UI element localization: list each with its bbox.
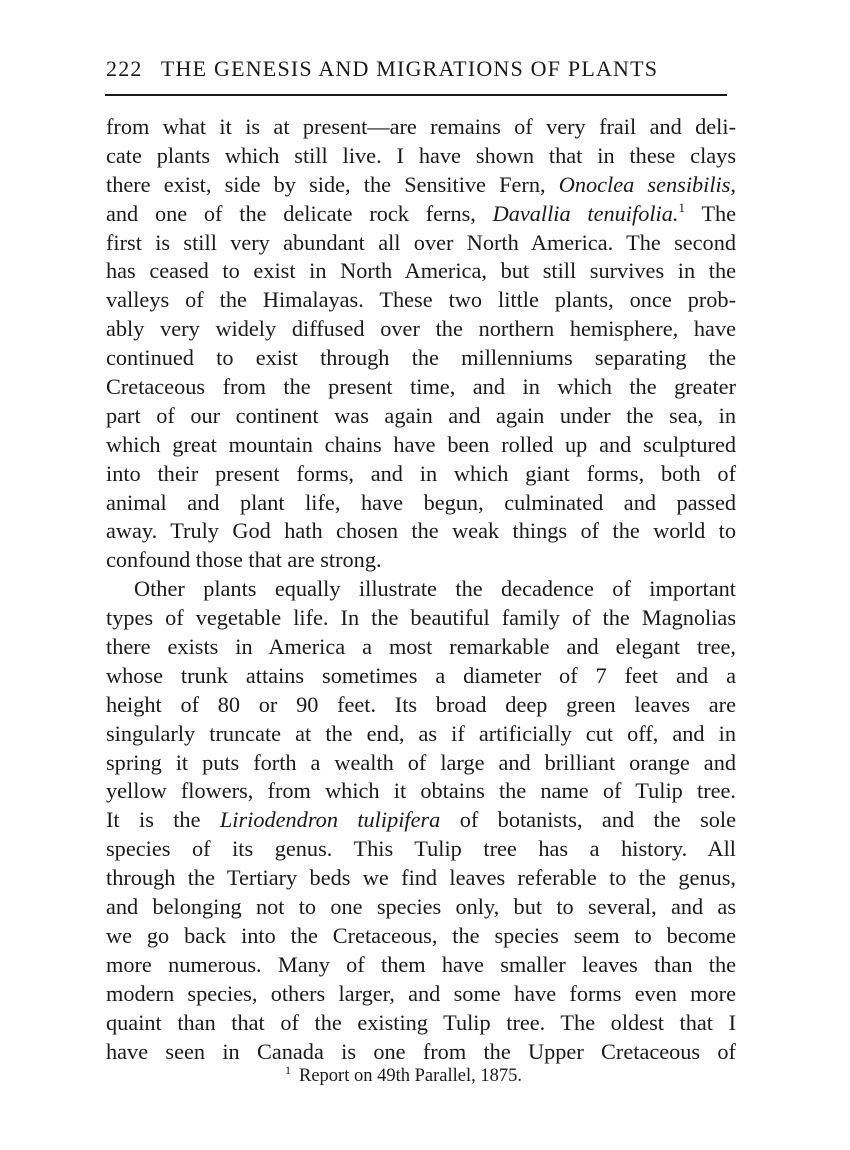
running-title: THE GENESIS AND MIGRATIONS OF PLANTS (160, 56, 659, 81)
text-line: height of 80 or 90 feet. Its broad deep green leaves are (106, 691, 736, 717)
text-segment: there exist, side by side, the Sensitive Fern, (106, 171, 559, 197)
text-line: there exists in America a most remarkable and elegant tree, (106, 634, 736, 660)
footnote-text: Report on 49th Parallel, 1875. (299, 1066, 522, 1086)
text-line: ably very widely diffused over the northern hemisphere, have (106, 316, 736, 342)
text-line: whose trunk attains sometimes a diameter of 7 feet and a (106, 662, 736, 688)
paragraph-2 (106, 575, 736, 1066)
text-line: which great mountain chains have been rolled up and sculptured (106, 431, 736, 457)
text-line: yellow flowers, from which it obtains the name of Tulip tree. (106, 778, 736, 804)
text-line: away. Truly God hath chosen the weak things of the world to (106, 518, 736, 544)
text-line: valleys of the Himalayas. These two little plants, once prob- (106, 287, 736, 313)
text-line: into their present forms, and in which giant forms, both of (106, 460, 736, 486)
text-line: continued to exist through the millenniums separating the (106, 345, 736, 371)
text-line: species of its genus. This Tulip tree has a history. All (106, 836, 736, 862)
text-line: spring it puts forth a wealth of large and brilliant orange and (106, 749, 736, 775)
text-segment: of botanists, and the sole (440, 807, 736, 833)
species-name-davallia: Davallia tenuifolia. (492, 200, 679, 226)
species-name-onoclea: Onoclea sensibilis, (558, 171, 736, 197)
paragraph-1 (106, 113, 736, 575)
text-line: Other plants equally illustrate the decadence of important (134, 576, 736, 602)
text-line: modern species, others larger, and some have forms even more (106, 980, 736, 1006)
text-line: quaint than that of the existing Tulip tree. The oldest that I (106, 1009, 736, 1035)
text-line (106, 171, 736, 200)
text-line (106, 200, 736, 229)
text-line: confound those that are strong. (106, 547, 382, 573)
footnote (285, 1063, 522, 1087)
text-line (106, 806, 736, 835)
body-text (106, 113, 736, 1066)
page-number: 222 (106, 56, 143, 81)
text-segment: It is the (106, 807, 220, 833)
text-line: from what it is at present—are remains of very frail and deli- (106, 114, 736, 139)
footnote-reference: 1 (678, 199, 685, 215)
footnote-marker: 1 (285, 1063, 291, 1077)
running-header (106, 56, 726, 88)
text-line: we go back into the Cretaceous, the species seem to become (106, 922, 736, 948)
text-line: more numerous. Many of them have smaller leaves than the (106, 951, 736, 977)
text-segment: The (684, 200, 736, 226)
header-rule (105, 94, 727, 96)
text-line: animal and plant life, have begun, culminated and passed (106, 489, 736, 515)
text-line: Cretaceous from the present time, and in which the greater (106, 374, 736, 400)
text-line: part of our continent was again and again under the sea, in (106, 402, 736, 428)
text-line: and belonging not to one species only, but to several, and as (106, 894, 736, 920)
text-line: through the Tertiary beds we find leaves referable to the genus, (106, 865, 736, 891)
text-line: first is still very abundant all over North America. The second (106, 229, 736, 255)
text-line: has ceased to exist in North America, but still survives in the (106, 258, 736, 284)
text-line: cate plants which still live. I have shown that in these clays (106, 142, 736, 168)
text-line: have seen in Canada is one from the Upper Cretaceous of (106, 1038, 736, 1064)
text-line: singularly truncate at the end, as if artificially cut off, and in (106, 720, 736, 746)
text-line: types of vegetable life. In the beautiful family of the Magnolias (106, 605, 736, 631)
text-segment: and one of the delicate rock ferns, (106, 200, 493, 226)
species-name-liriodendron: Liriodendron tulipifera (219, 807, 441, 833)
